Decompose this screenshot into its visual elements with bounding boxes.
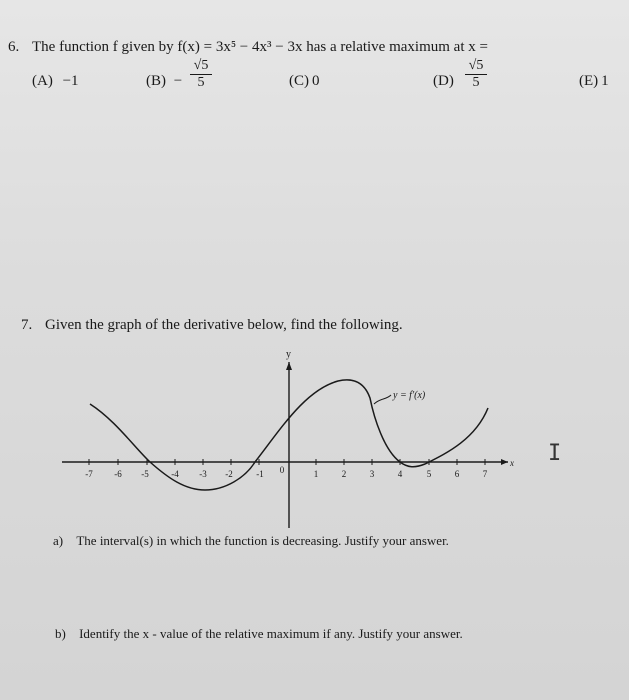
part-a-text: The interval(s) in which the function is decreasing. Justify your answer. — [76, 533, 449, 548]
text-cursor-icon: I — [548, 441, 562, 466]
tick-label: 5 — [426, 469, 432, 479]
choice-b-denominator: 5 — [190, 74, 212, 91]
tick-label: -1 — [256, 469, 264, 479]
x-axis-arrow-icon — [501, 459, 508, 465]
tick-label: -6 — [114, 469, 122, 479]
part-a-label: a) — [53, 533, 64, 548]
choice-d-denominator: 5 — [465, 74, 487, 91]
x-axis-label: x — [510, 458, 514, 468]
tick-label: 4 — [397, 469, 403, 479]
tick-label: 7 — [482, 469, 488, 479]
q6-number: 6. — [8, 39, 20, 55]
tick-label: -5 — [141, 469, 149, 479]
q6-choice-e[interactable] — [579, 73, 609, 90]
choice-b-fraction — [190, 58, 212, 91]
choice-d-label: (D) — [433, 73, 454, 89]
part-a — [53, 533, 449, 549]
q7-stem: Given the graph of the derivative below, find the following. — [45, 317, 403, 333]
q6-choice-c[interactable] — [289, 73, 320, 90]
y-axis-label: y — [286, 349, 291, 360]
tick-label: -4 — [171, 469, 179, 479]
tick-label: -3 — [199, 469, 207, 479]
choice-d-fraction — [465, 58, 487, 91]
q6-choice-b[interactable] — [146, 73, 182, 90]
choice-c-value: 0 — [312, 73, 320, 89]
y-axis-arrow-icon — [286, 362, 292, 370]
q6-choice-a[interactable] — [32, 73, 79, 90]
part-b-text: Identify the x - value of the relative maximum if any. Justify your answer. — [79, 626, 463, 641]
choice-a-label: (A) — [32, 73, 53, 89]
tick-label: 6 — [454, 469, 460, 479]
derivative-graph — [0, 340, 629, 530]
choice-b-sign: − — [173, 73, 183, 89]
curve-label: y = f′(x) — [393, 390, 426, 401]
choice-b-label: (B) — [146, 73, 166, 89]
part-b-label: b) — [55, 626, 66, 641]
q7-number: 7. — [21, 317, 33, 333]
q6-choice-d[interactable] — [433, 73, 454, 90]
choice-c-label: (C) — [289, 73, 309, 89]
tick-label: 3 — [369, 469, 375, 479]
tick-label: -2 — [225, 469, 233, 479]
tick-label: 1 — [313, 469, 319, 479]
choice-a-value: −1 — [62, 73, 79, 89]
tick-label: 0 — [279, 465, 285, 475]
curve-label-pointer — [374, 395, 391, 404]
choice-b-numerator: √5 — [193, 58, 209, 73]
choice-d-numerator: √5 — [468, 58, 484, 73]
tick-label: 2 — [341, 469, 347, 479]
tick-label: -7 — [85, 469, 93, 479]
q6-stem: The function f given by f(x) = 3x⁵ − 4x³ − 3x has a relative maximum at x = — [32, 39, 488, 55]
x-tick-labels — [85, 465, 488, 479]
choice-e-label: (E) — [579, 73, 599, 89]
part-b — [55, 626, 463, 642]
choice-e-value: 1 — [601, 73, 609, 89]
